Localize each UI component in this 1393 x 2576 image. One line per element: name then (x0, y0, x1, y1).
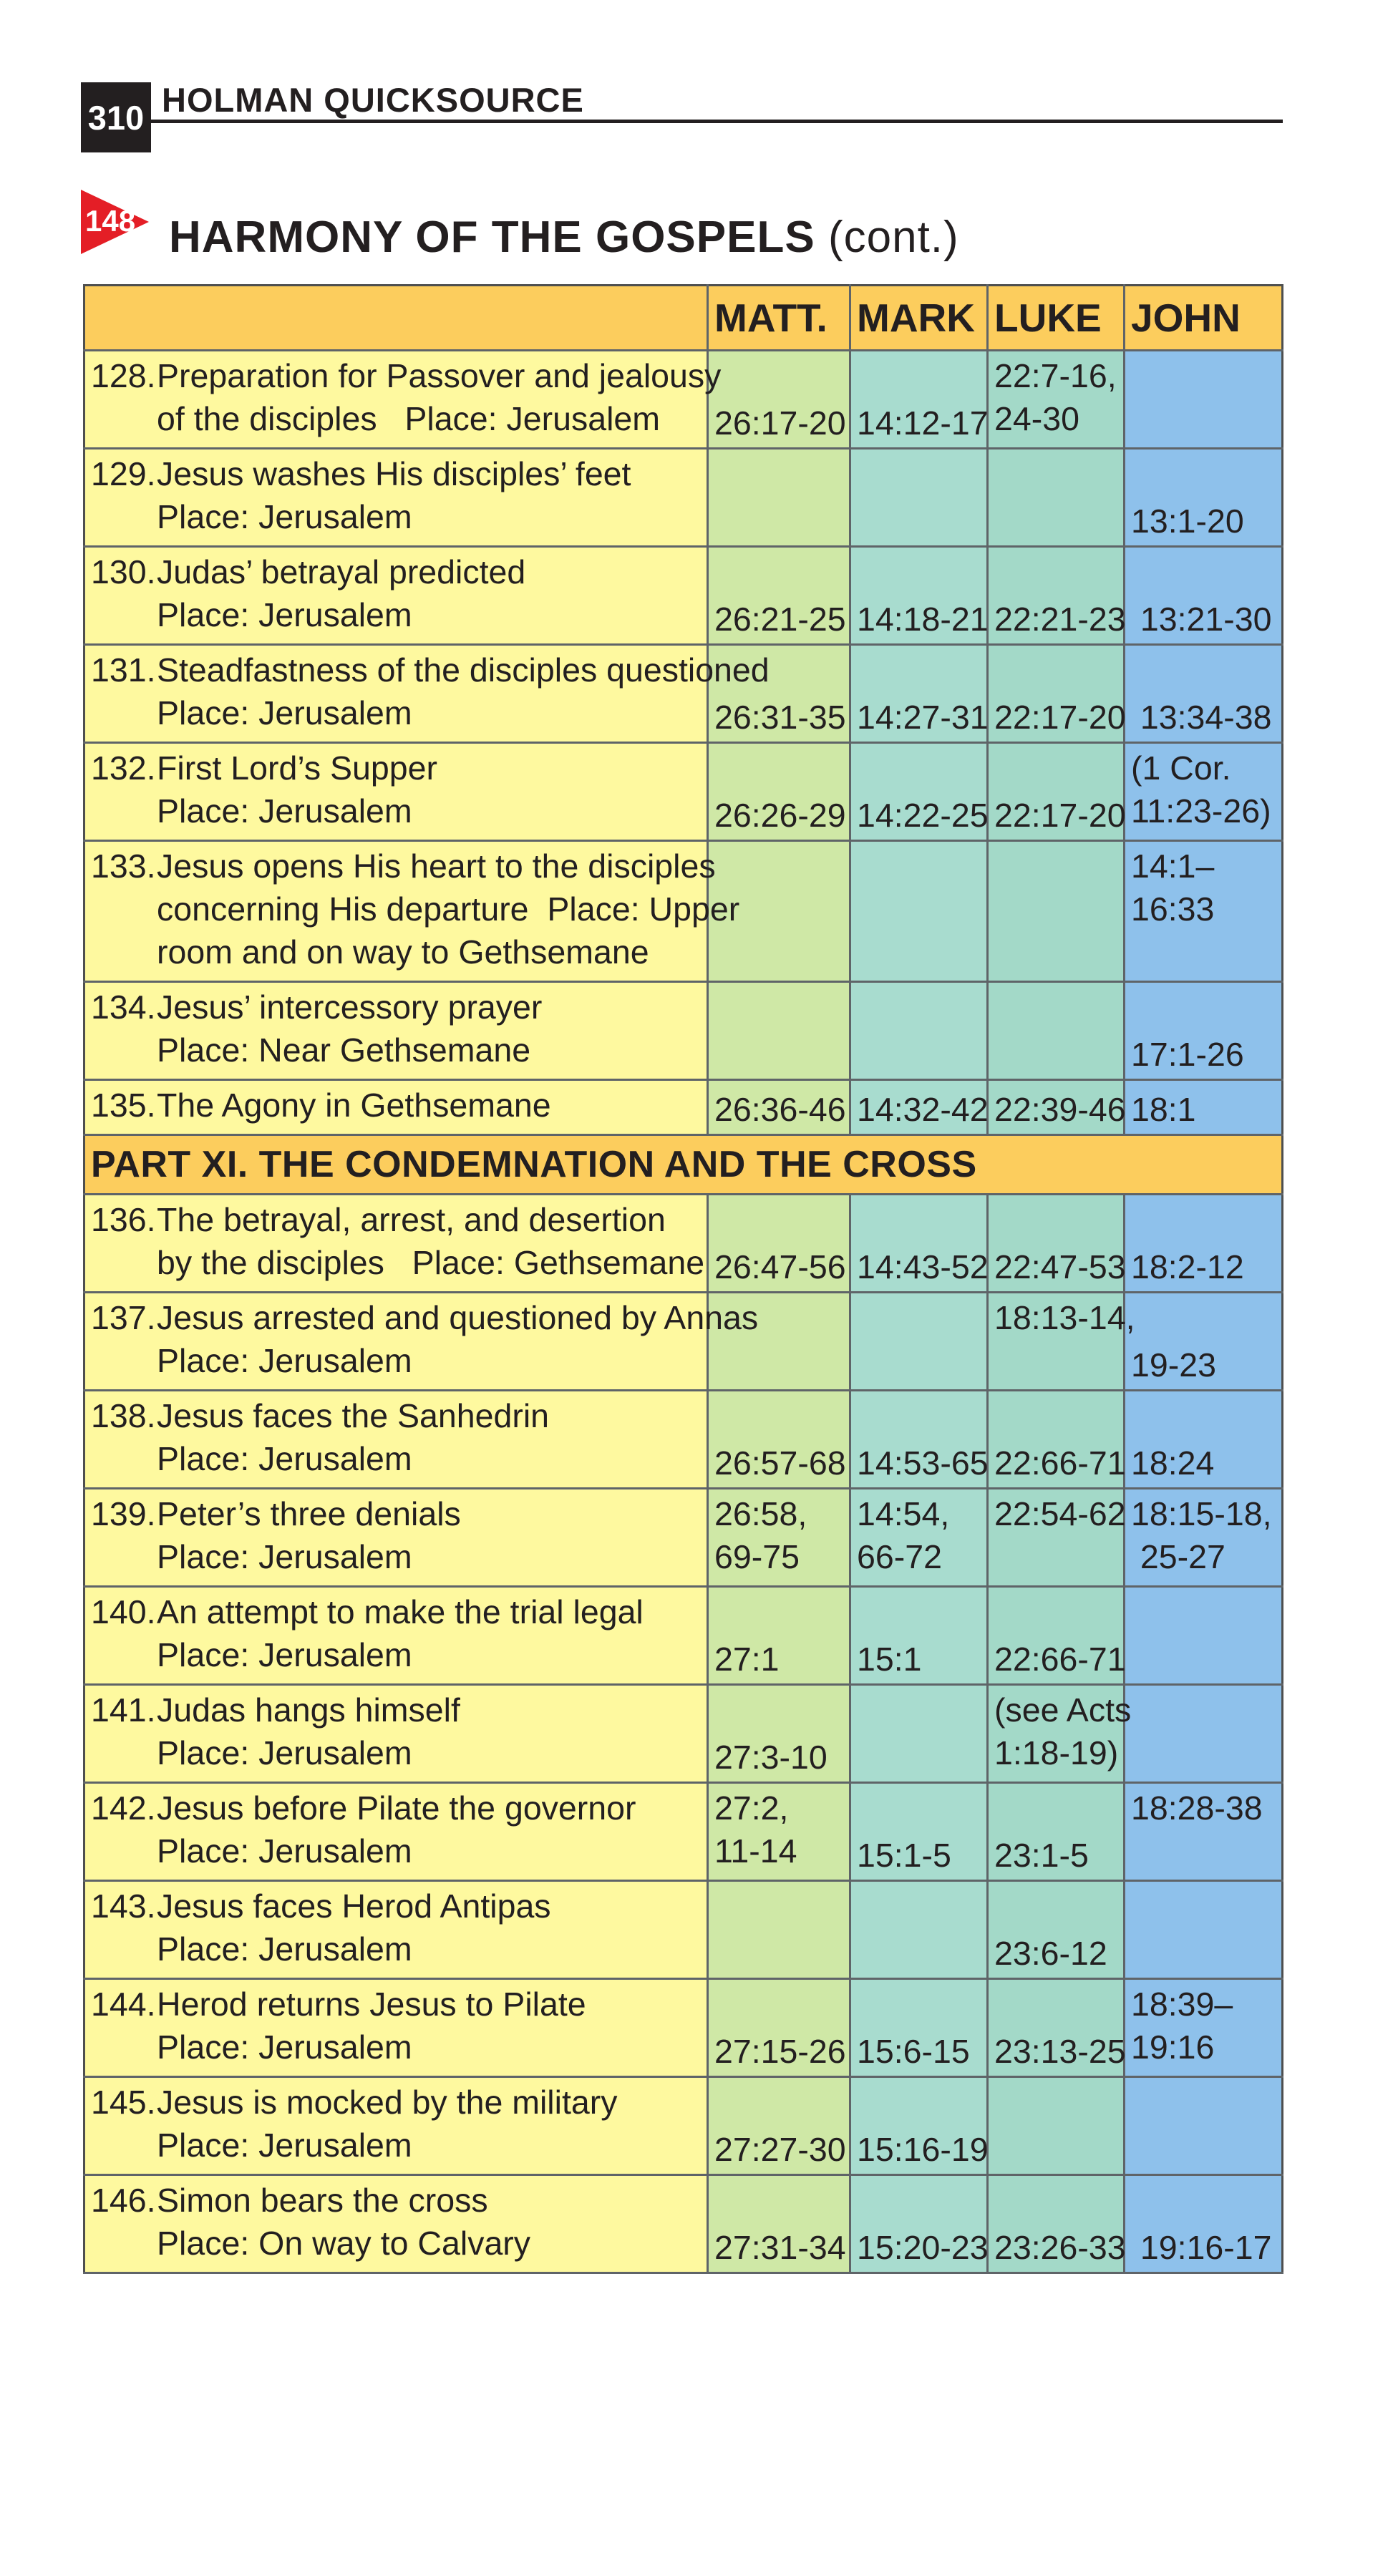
event-number: 133. (91, 847, 156, 885)
header-matt: MATT. (708, 286, 850, 351)
header-rule (151, 120, 1283, 123)
john-reference (1125, 1783, 1283, 1881)
running-title: HOLMAN QUICKSOURCE (162, 81, 584, 119)
luke-reference (988, 1293, 1135, 1391)
event-cell (84, 1881, 708, 1979)
event-number: 142. (91, 1789, 156, 1827)
event-number: 138. (91, 1397, 156, 1434)
john-reference-text: 17:1-26 (1131, 1036, 1244, 1073)
john-reference-text: 18:24 (1131, 1444, 1215, 1482)
event-description: First Lord’s Supper Place: Jerusalem (157, 749, 437, 830)
event-number: 131. (91, 651, 156, 689)
mark-reference (850, 1195, 988, 1293)
matt-reference-text: 26:47-56 (714, 1248, 846, 1285)
mark-reference (850, 1080, 988, 1135)
matt-reference-text: 27:2, 11-14 (714, 1789, 797, 1870)
table-row (84, 743, 1283, 841)
luke-reference-text: 23:13-25 (994, 2033, 1126, 2070)
mark-reference (850, 547, 988, 645)
luke-reference-text: 22:21-23 (994, 601, 1126, 638)
matt-reference (708, 1685, 850, 1783)
event-cell (84, 1195, 708, 1293)
john-reference-text: 18:1 (1131, 1091, 1196, 1128)
luke-reference (988, 1587, 1125, 1685)
john-reference (1125, 1881, 1283, 1979)
john-reference (1125, 2175, 1283, 2273)
table-row (84, 2175, 1283, 2273)
luke-reference-text: (see Acts 1:18-19) (994, 1691, 1132, 1771)
table-row (84, 1080, 1283, 1135)
table-row (84, 1587, 1283, 1685)
table-row (84, 1391, 1283, 1489)
matt-reference (708, 1881, 850, 1979)
matt-reference-text: 26:58, 69-75 (714, 1495, 807, 1575)
table-row (84, 1881, 1283, 1979)
event-description: Judas’ betrayal predicted Place: Jerusalem (157, 553, 526, 633)
luke-reference (988, 1685, 1132, 1783)
luke-reference (988, 547, 1125, 645)
john-reference-text: 18:39– 19:16 (1131, 1986, 1233, 2066)
luke-reference (988, 2077, 1125, 2175)
matt-reference (708, 1489, 850, 1587)
header-luke: LUKE (988, 286, 1125, 351)
mark-reference-text: 14:32-42 (857, 1091, 989, 1128)
mark-reference-text: 15:20-23 (857, 2229, 989, 2266)
luke-reference-text: 23:1-5 (994, 1837, 1089, 1874)
event-number: 141. (91, 1691, 156, 1729)
matt-reference (708, 743, 850, 841)
event-cell (84, 547, 708, 645)
table-row (84, 1783, 1283, 1881)
event-cell (84, 2077, 708, 2175)
event-cell (84, 1489, 708, 1587)
event-description: Peter’s three denials Place: Jerusalem (157, 1495, 461, 1575)
event-description: Jesus’ intercessory prayer Place: Near Gethsemane (157, 988, 543, 1069)
matt-reference (708, 1587, 850, 1685)
luke-reference (988, 982, 1125, 1080)
event-cell (84, 1979, 708, 2077)
john-reference (1125, 982, 1283, 1080)
john-reference (1125, 1489, 1283, 1587)
luke-reference-text: 22:7-16, 24-30 (994, 357, 1117, 437)
matt-reference-text: 27:15-26 (714, 2033, 846, 2070)
part-heading: PART XI. THE CONDEMNATION AND THE CROSS (84, 1135, 1283, 1195)
event-description: Jesus is mocked by the military Place: Jerusalem (157, 2084, 618, 2164)
event-cell (84, 351, 722, 449)
matt-reference (708, 1391, 850, 1489)
event-number: 139. (91, 1495, 156, 1532)
john-reference (1125, 1979, 1283, 2077)
event-cell (84, 743, 708, 841)
event-number: 144. (91, 1986, 156, 2023)
mark-reference-text: 14:54, 66-72 (857, 1495, 950, 1575)
john-reference (1125, 1080, 1283, 1135)
event-cell (84, 1587, 708, 1685)
event-description: Jesus arrested and questioned by Annas Place: Jerusalem (157, 1299, 759, 1379)
john-reference (1125, 547, 1283, 645)
section-number: 148 (85, 204, 136, 238)
event-description: Steadfastness of the disciples questioned Place: Jerusalem (157, 651, 770, 732)
table-row (84, 547, 1283, 645)
section-marker-icon (81, 190, 163, 254)
event-description: Preparation for Passover and jealousy of the disciples Place: Jerusalem (157, 357, 722, 437)
luke-reference-text: 22:17-20 (994, 797, 1126, 834)
john-reference (1125, 1587, 1283, 1685)
john-reference (1125, 449, 1283, 547)
mark-reference (850, 982, 988, 1080)
luke-reference-text: 23:26-33 (994, 2229, 1126, 2266)
mark-reference (850, 1293, 988, 1391)
gospels-harmony-table (83, 284, 1283, 2274)
event-description: The Agony in Gethsemane (157, 1087, 551, 1124)
mark-reference (850, 743, 988, 841)
luke-reference (988, 1881, 1125, 1979)
mark-reference (850, 841, 988, 982)
matt-reference (708, 2175, 850, 2273)
mark-reference (850, 1979, 988, 2077)
luke-reference-text: 18:13-14, (994, 1299, 1135, 1336)
john-reference-text: 14:1– 16:33 (1131, 847, 1215, 928)
mark-reference (850, 449, 988, 547)
luke-reference (988, 1979, 1125, 2077)
event-cell (84, 1685, 708, 1783)
event-number: 132. (91, 749, 156, 787)
john-reference (1125, 743, 1283, 841)
mark-reference-text: 15:1 (857, 1641, 922, 1678)
mark-reference-text: 14:53-65 (857, 1444, 989, 1482)
mark-reference (850, 1587, 988, 1685)
luke-reference (988, 351, 1125, 449)
section-title (169, 212, 959, 263)
event-number: 140. (91, 1593, 156, 1630)
luke-reference (988, 1391, 1125, 1489)
matt-reference (708, 2077, 850, 2175)
event-number: 145. (91, 2084, 156, 2121)
table-row (84, 1195, 1283, 1293)
event-cell (84, 982, 708, 1080)
matt-reference-text: 26:17-20 (714, 404, 846, 442)
mark-reference (850, 1489, 988, 1587)
john-reference (1125, 1391, 1283, 1489)
event-number: 130. (91, 553, 156, 590)
header-john: JOHN (1125, 286, 1283, 351)
table-row (84, 1489, 1283, 1587)
event-description: Jesus faces the Sanhedrin Place: Jerusalem (157, 1397, 550, 1477)
table-row (84, 1293, 1283, 1391)
matt-reference (708, 1979, 850, 2077)
luke-reference-text: 23:6-12 (994, 1935, 1107, 1972)
event-number: 129. (91, 455, 156, 492)
luke-reference-text: 22:66-71 (994, 1444, 1126, 1482)
event-cell (84, 2175, 708, 2273)
table-row (84, 1979, 1283, 2077)
luke-reference-text: 22:66-71 (994, 1641, 1126, 1678)
event-description: Jesus before Pilate the governor Place: Jerusalem (157, 1789, 636, 1870)
luke-reference (988, 841, 1125, 982)
table-row (84, 449, 1283, 547)
matt-reference (708, 982, 850, 1080)
luke-reference (988, 743, 1125, 841)
table-row (84, 841, 1283, 982)
event-cell (84, 645, 770, 743)
matt-reference-text: 26:26-29 (714, 797, 846, 834)
event-description: Judas hangs himself Place: Jerusalem (157, 1691, 460, 1771)
john-reference-text: 19:16-17 (1131, 2229, 1272, 2266)
john-reference (1125, 841, 1283, 982)
john-reference-text: 18:2-12 (1131, 1248, 1244, 1285)
luke-reference-text: 22:54-62 (994, 1495, 1126, 1532)
event-number: 128. (91, 357, 156, 394)
table-body (84, 351, 1283, 2273)
john-reference (1125, 645, 1283, 743)
mark-reference (850, 1685, 988, 1783)
matt-reference-text: 26:31-35 (714, 699, 846, 736)
event-description: An attempt to make the trial legal Place: Jerusalem (157, 1593, 644, 1673)
john-reference-text: (1 Cor. 11:23-26) (1131, 749, 1271, 830)
event-cell (84, 1293, 759, 1391)
luke-reference-text: 22:39-46 (994, 1091, 1126, 1128)
event-number: 143. (91, 1887, 156, 1925)
matt-reference-text: 26:21-25 (714, 601, 846, 638)
table-row (84, 1685, 1283, 1783)
header-event (84, 286, 708, 351)
mark-reference (850, 2077, 988, 2175)
luke-reference-text: 22:17-20 (994, 699, 1126, 736)
event-cell (84, 841, 740, 982)
mark-reference (850, 1783, 988, 1881)
event-description: Jesus opens His heart to the disciples concerning His departure Place: Upper room and on way to Gethsemane (157, 847, 740, 971)
luke-reference (988, 645, 1125, 743)
mark-reference (850, 645, 988, 743)
john-reference-text: 18:28-38 (1131, 1789, 1263, 1827)
matt-reference (708, 1195, 850, 1293)
mark-reference-text: 15:1-5 (857, 1837, 951, 1874)
luke-reference (988, 1783, 1125, 1881)
mark-reference (850, 1881, 988, 1979)
mark-reference-text: 14:27-31 (857, 699, 989, 736)
luke-reference (988, 449, 1125, 547)
table-header-row (84, 286, 1283, 351)
matt-reference (708, 1080, 850, 1135)
mark-reference (850, 1391, 988, 1489)
section-title-suffix: (cont.) (827, 213, 959, 262)
mark-reference-text: 14:12-17 (857, 404, 989, 442)
event-cell (84, 449, 708, 547)
luke-reference-text: 22:47-53 (994, 1248, 1126, 1285)
luke-reference (988, 2175, 1125, 2273)
mark-reference-text: 14:43-52 (857, 1248, 989, 1285)
event-number: 146. (91, 2182, 156, 2219)
table-row (84, 2077, 1283, 2175)
event-description: Jesus washes His disciples’ feet Place: Jerusalem (157, 455, 631, 535)
event-number: 135. (91, 1087, 156, 1124)
event-number: 134. (91, 988, 156, 1026)
matt-reference-text: 26:36-46 (714, 1091, 846, 1128)
event-number: 136. (91, 1201, 156, 1238)
table-row (84, 645, 1283, 743)
matt-reference (708, 351, 850, 449)
event-number: 137. (91, 1299, 156, 1336)
mark-reference-text: 14:18-21 (857, 601, 989, 638)
luke-reference (988, 1080, 1125, 1135)
event-cell (84, 1080, 708, 1135)
john-reference (1125, 2077, 1283, 2175)
mark-reference-text: 15:16-19 (857, 2131, 989, 2168)
john-reference (1125, 351, 1283, 449)
luke-reference (988, 1195, 1125, 1293)
event-cell (84, 1391, 708, 1489)
mark-reference-text: 15:6-15 (857, 2033, 970, 2070)
table-row (84, 351, 1283, 449)
matt-reference-text: 26:57-68 (714, 1444, 846, 1482)
event-cell (84, 1783, 708, 1881)
john-reference-text: 18:15-18, 25-27 (1131, 1495, 1272, 1575)
john-reference-text: 13:34-38 (1131, 699, 1272, 736)
mark-reference (850, 351, 988, 449)
part-heading-row (84, 1135, 1283, 1195)
event-description: The betrayal, arrest, and desertion by the disciples Place: Gethsemane (157, 1201, 705, 1281)
john-reference-text: 13:21-30 (1131, 601, 1272, 638)
john-reference-text: 13:1-20 (1131, 502, 1244, 540)
john-reference-text: 19-23 (1131, 1346, 1216, 1384)
event-description: Herod returns Jesus to Pilate Place: Jerusalem (157, 1986, 586, 2066)
john-reference (1125, 1293, 1283, 1391)
matt-reference-text: 27:27-30 (714, 2131, 846, 2168)
luke-reference (988, 1489, 1125, 1587)
matt-reference (708, 547, 850, 645)
matt-reference-text: 27:3-10 (714, 1739, 827, 1776)
table-row (84, 982, 1283, 1080)
mark-reference (850, 2175, 988, 2273)
matt-reference-text: 27:31-34 (714, 2229, 846, 2266)
matt-reference (708, 449, 850, 547)
event-description: Simon bears the cross Place: On way to Calvary (157, 2182, 531, 2262)
event-description: Jesus faces Herod Antipas Place: Jerusalem (157, 1887, 551, 1968)
matt-reference (708, 1783, 850, 1881)
header-mark: MARK (850, 286, 988, 351)
john-reference (1125, 1195, 1283, 1293)
mark-reference-text: 14:22-25 (857, 797, 989, 834)
section-title-text: HARMONY OF THE GOSPELS (169, 213, 815, 262)
john-reference (1125, 1685, 1283, 1783)
page-number: 310 (81, 82, 151, 152)
matt-reference-text: 27:1 (714, 1641, 780, 1678)
